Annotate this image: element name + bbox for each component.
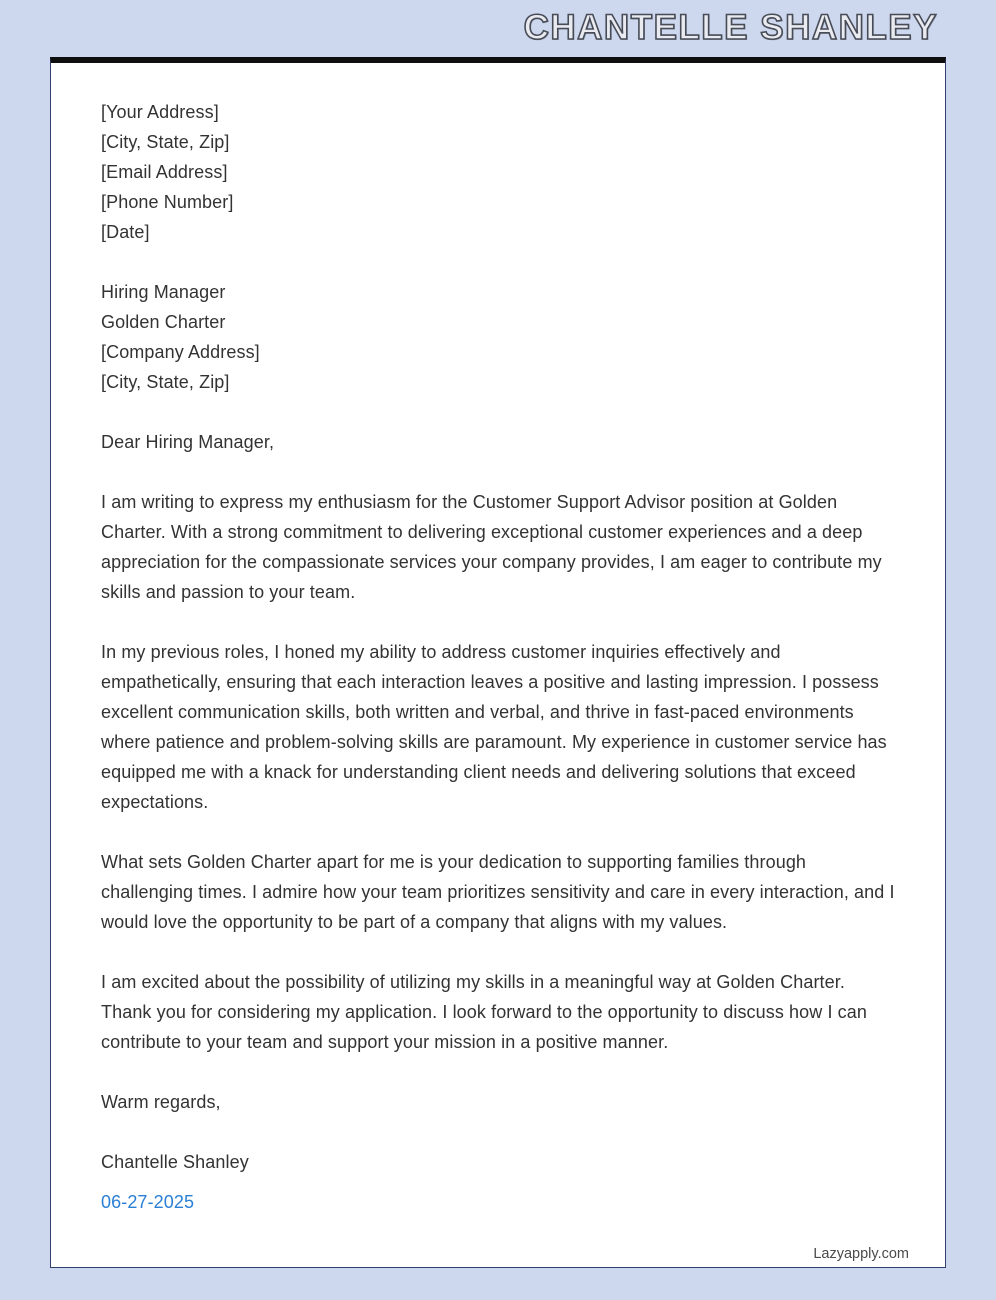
recipient-address-line: [City, State, Zip] <box>101 372 230 392</box>
letter-paragraph-4: I am excited about the possibility of utilizing my skills in a meaningful way at Golden Charter. Thank you for considering my application. I look forward to the opportunity to discuss how I can contribute to your team and support your mission in a positive manner. <box>101 972 867 1052</box>
letter-paragraph-2: In my previous roles, I honed my ability to address customer inquiries effectively and empathetically, ensuring that each interaction leaves a positive and lasting impression. I possess excellent communication skills, both written and verbal, and thrive in fast-paced environments where patience and problem-solving skills are paramount. My experience in customer service has equipped me with a knack for understanding client needs and delivering solutions that exceed expectations. <box>101 642 887 812</box>
letter-paragraph-1: I am writing to express my enthusiasm for the Customer Support Advisor position at Golden Charter. With a strong commitment to delivering exceptional customer experiences and a deep appreciation for the compassionate services your company provides, I am eager to contribute my skills and passion to your team. <box>101 492 882 602</box>
recipient-address-block <box>101 277 899 397</box>
recipient-address-line: Golden Charter <box>101 312 226 332</box>
recipient-address-line: Hiring Manager <box>101 282 226 302</box>
salutation: Dear Hiring Manager, <box>101 432 275 452</box>
letter-paragraph-3: What sets Golden Charter apart for me is your dedication to supporting families through challenging times. I admire how your team prioritizes sensitivity and care in every interaction, and I would love the opportunity to be part of a company that aligns with my values. <box>101 852 895 932</box>
sender-address-line: [Phone Number] <box>101 192 234 212</box>
sender-address-line: [Date] <box>101 222 150 242</box>
sender-address-line: [Your Address] <box>101 102 219 122</box>
letter-body <box>101 97 899 1217</box>
sender-address-line: [City, State, Zip] <box>101 132 230 152</box>
sender-address-line: [Email Address] <box>101 162 228 182</box>
letter-date: 06-27-2025 <box>101 1192 195 1212</box>
cover-letter-page <box>50 57 946 1268</box>
lazyapply-watermark: Lazyapply.com <box>813 1246 909 1262</box>
recipient-address-line: [Company Address] <box>101 342 260 362</box>
signature-name: Chantelle Shanley <box>101 1152 249 1172</box>
closing-line: Warm regards, <box>101 1092 221 1112</box>
candidate-name-header: CHANTELLE SHANLEY <box>523 8 938 47</box>
sender-address-block <box>101 97 899 247</box>
